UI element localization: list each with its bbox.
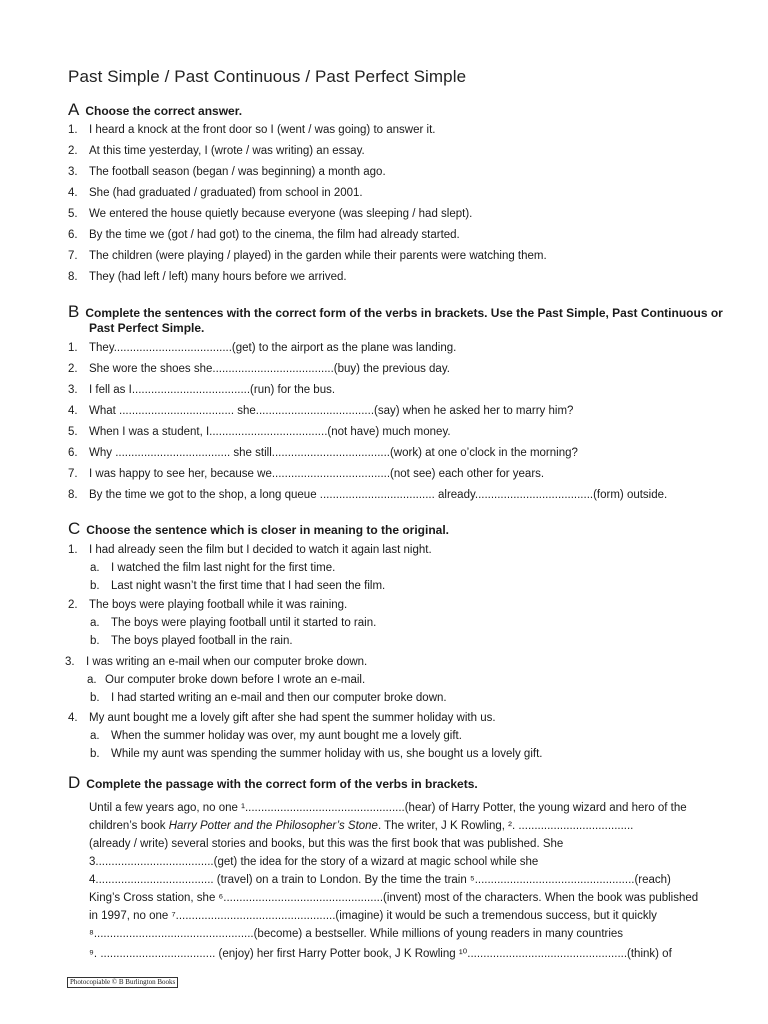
option-a-label: a.	[87, 674, 97, 686]
list-item-text: When I was a student, I.....................................(not have) much money.	[89, 426, 451, 438]
list-item-text: Why .................................... she still.....................................(work) at one o’clock in the morning?	[89, 447, 578, 459]
option-b-label: b.	[90, 635, 100, 647]
list-item-number: 3.	[68, 384, 78, 396]
list-item-text: I was writing an e-mail when our computer broke down.	[86, 656, 368, 668]
list-item-number: 6.	[68, 229, 78, 241]
list-item-text: By the time we got to the shop, a long queue .................................... already.....................................(form) outside.	[89, 489, 668, 501]
passage-line: 4..................................... (travel) on a train to London. By the time the train ⁵..................................................(reach)	[89, 874, 671, 886]
option-a-text: I watched the film last night for the first time.	[111, 562, 336, 574]
list-item-number: 1.	[68, 124, 78, 136]
option-b-text: While my aunt was spending the summer holiday with us, she bought us a lovely gift.	[111, 748, 543, 760]
list-item-number: 6.	[68, 447, 78, 459]
list-item-text: What .................................... she.....................................(say) when he asked her to marry him?	[89, 405, 574, 417]
list-item-text: They.....................................(get) to the airport as the plane was landing.	[89, 342, 457, 354]
option-b-text: The boys played football in the rain.	[111, 635, 293, 647]
list-item-number: 4.	[68, 187, 78, 199]
list-item-text: The boys were playing football while it was raining.	[89, 599, 348, 611]
section-d-instruction: Complete the passage with the correct form of the verbs in brackets.	[86, 777, 478, 791]
option-a-label: a.	[90, 562, 100, 574]
option-b-label: b.	[90, 692, 100, 704]
list-item-text: By the time we (got / had got) to the cinema, the film had already started.	[89, 229, 460, 241]
list-item-text: She (had graduated / graduated) from school in 2001.	[89, 187, 363, 199]
option-a-text: The boys were playing football until it started to rain.	[111, 617, 377, 629]
list-item-text: I had already seen the film but I decided to watch it again last night.	[89, 544, 432, 556]
footer-copyright: Photocopiable © B Burlington Books	[67, 977, 178, 988]
page-title: Past Simple / Past Continuous / Past Perfect Simple	[68, 67, 467, 86]
list-item-text: At this time yesterday, I (wrote / was writing) an essay.	[89, 145, 365, 157]
list-item-number: 8.	[68, 489, 78, 501]
list-item-text: The children (were playing / played) in the garden while their parents were watching them.	[89, 250, 547, 262]
passage-line: ⁹. .................................... (enjoy) her first Harry Potter book, J K Rowling ¹⁰..................................................(think) of	[89, 948, 672, 960]
list-item-number: 1.	[68, 342, 78, 354]
list-item-text: My aunt bought me a lovely gift after she had spent the summer holiday with us.	[89, 712, 496, 724]
passage-line: in 1997, no one ⁷..................................................(imagine) it would be such a tremendous success, but it quickly	[89, 910, 657, 922]
passage-line: children’s book Harry Potter and the Philosopher’s Stone. The writer, J K Rowling, ². ....................................	[89, 820, 634, 832]
list-item-text: She wore the shoes she......................................(buy) the previous day.	[89, 363, 450, 375]
passage-line: (already / write) several stories and books, but this was the first book that was published. She	[89, 838, 564, 850]
section-c-instruction: Choose the sentence which is closer in meaning to the original.	[86, 523, 450, 537]
section-b-letter: B	[68, 302, 80, 321]
option-b-label: b.	[90, 748, 100, 760]
passage-line: 3.....................................(get) the idea for the story of a wizard at magic school while she	[89, 856, 539, 868]
option-a-label: a.	[90, 617, 100, 629]
option-a-text: When the summer holiday was over, my aunt bought me a lovely gift.	[111, 730, 462, 742]
list-item-text: We entered the house quietly because everyone (was sleeping / had slept).	[89, 208, 473, 220]
list-item-number: 2.	[68, 363, 78, 375]
list-item-number: 8.	[68, 271, 78, 283]
list-item-text: The football season (began / was beginning) a month ago.	[89, 166, 386, 178]
list-item-number: 1.	[68, 544, 78, 556]
section-a-heading	[68, 101, 242, 120]
list-item-number: 7.	[68, 250, 78, 262]
list-item-text: I heard a knock at the front door so I (went / was going) to answer it.	[89, 124, 436, 136]
section-b-instruction-line1: Complete the sentences with the correct form of the verbs in brackets. Use the Past Simple, Past Continuous or	[85, 306, 723, 320]
list-item-text: They (had left / left) many hours before we arrived.	[89, 271, 347, 283]
list-item-number: 5.	[68, 426, 78, 438]
list-item-text: I fell as I.....................................(run) for the bus.	[89, 384, 336, 396]
option-b-text: I had started writing an e-mail and then our computer broke down.	[111, 692, 447, 704]
list-item-number: 5.	[68, 208, 78, 220]
list-item-number: 2.	[68, 599, 78, 611]
section-c-letter: C	[68, 519, 81, 538]
list-item-number: 3.	[65, 656, 75, 668]
list-item-number: 2.	[68, 145, 78, 157]
section-a-instruction: Choose the correct answer.	[85, 104, 243, 118]
section-d-letter: D	[68, 773, 81, 792]
list-item-text: I was happy to see her, because we.....................................(not see) each other for years.	[89, 468, 545, 480]
list-item-number: 4.	[68, 712, 78, 724]
option-b-text: Last night wasn’t the first time that I had seen the film.	[111, 580, 386, 592]
section-c-heading	[68, 520, 449, 539]
passage-line: Until a few years ago, no one ¹..................................................(hear) of Harry Potter, the young wizard and hero of the	[89, 802, 687, 814]
section-b-instruction-line2: Past Perfect Simple.	[89, 321, 205, 335]
section-a-letter: A	[68, 100, 80, 119]
list-item-number: 3.	[68, 166, 78, 178]
list-item-number: 7.	[68, 468, 78, 480]
option-a-text: Our computer broke down before I wrote an e-mail.	[105, 674, 366, 686]
option-b-label: b.	[90, 580, 100, 592]
passage-line: ⁸..................................................(become) a bestseller. While millions of young readers in many countries	[89, 928, 624, 940]
option-a-label: a.	[90, 730, 100, 742]
list-item-number: 4.	[68, 405, 78, 417]
passage-line: King’s Cross station, she ⁶..................................................(invent) most of the characters. When the book was published	[89, 892, 699, 904]
book-title: Harry Potter and the Philosopher’s Stone	[168, 820, 378, 832]
section-d-heading	[68, 774, 478, 793]
